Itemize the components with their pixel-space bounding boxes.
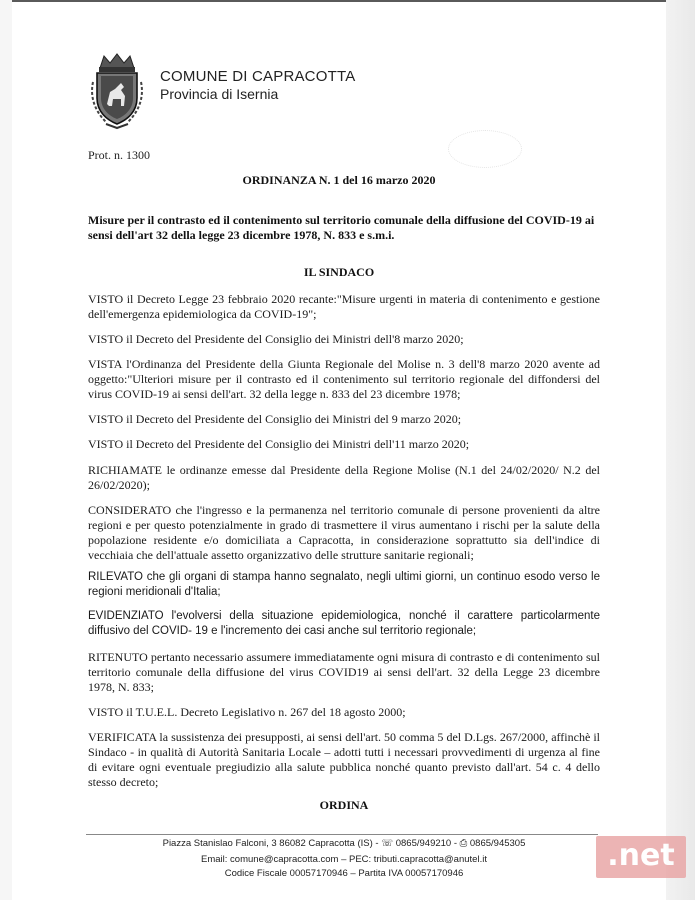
- footer-address: Piazza Stanislao Falconi, 3 86082 Capracotta (IS) - ☏ 0865/949210 - ⎙ 0865/945305: [162, 838, 526, 849]
- authority-heading: IL SINDACO: [303, 265, 375, 279]
- municipal-crest-icon: [88, 52, 146, 130]
- ordinance-subject: Misure per il contrasto ed il contenimento sul territorio comunale della diffusione del COVID-19 ai sensi dell'art 32 della legge 23 dicembre 1978, N. 833 e s.m.i.: [88, 213, 595, 242]
- faded-stamp: [448, 130, 522, 168]
- paragraph-visto-dpcm-11-marzo: VISTO il Decreto del Presidente del Consiglio dei Ministri dell'11 marzo 2020;: [88, 437, 470, 451]
- paragraph-richiamate: RICHIAMATE le ordinanze emesse dal Presidente della Regione Molise (N.1 del 24/02/2020/ N.2 del 26/02/2020);: [88, 463, 600, 492]
- paragraph-considerato: CONSIDERATO che l'ingresso e la permanenza nel territorio comunale di persone provenienti da altre regioni e per questo potenzialmente in grado di trasmettere il virus aumentano i rischi per la salute della popolazione residente e/o domiciliata a Capracotta, in considerazione soprattutto sia dell'indice di vecchiaia che dell'attuale assetto organizzativo delle strutture sanitarie regionali;: [88, 503, 600, 562]
- ordina-heading: ORDINA: [319, 798, 369, 812]
- footer-divider: [86, 834, 598, 835]
- ordinance-title: ORDINANZA N. 1 del 16 marzo 2020: [242, 173, 436, 187]
- page-edge-left: [0, 0, 12, 900]
- watermark-badge: [596, 836, 686, 878]
- province-name: Provincia di Isernia: [160, 86, 279, 102]
- municipality-name: COMUNE DI CAPRACOTTA: [160, 68, 356, 85]
- protocol-number: Prot. n. 1300: [88, 148, 151, 162]
- footer-fiscal-code: Codice Fiscale 00057170946 – Partita IVA 00057170946: [224, 868, 464, 879]
- paragraph-verificata: VERIFICATA la sussistenza dei presupposti, ai sensi dell'art. 50 comma 5 del D.Lgs. 267/2000, affinchè il Sindaco - in qualità di Autorità Sanitaria Locale – adotti tutti i necessari provvedimenti di urgenza al fine di evitare ogni eventuale pregiudizio alla salute pubblica nonché quanto previsto dall'art. 54 c. 4 dello stesso decreto;: [88, 730, 600, 789]
- paragraph-ritenuto: RITENUTO pertanto necessario assumere immediatamente ogni misura di contrasto e di contenimento sul territorio comunale della diffusione del virus COVID19 ai sensi dell'art. 32 della Legge 23 dicembre 1978, N. 833;: [88, 650, 600, 694]
- paragraph-visto-dpcm-8-marzo: VISTO il Decreto del Presidente del Consiglio dei Ministri dell'8 marzo 2020;: [88, 332, 464, 346]
- paragraph-visto-dpcm-9-marzo: VISTO il Decreto del Presidente del Consiglio dei Ministri del 9 marzo 2020;: [88, 412, 462, 426]
- footer-email: Email: comune@capracotta.com – PEC: tributi.capracotta@anutel.it: [201, 854, 487, 865]
- paragraph-rilevato: RILEVATO che gli organi di stampa hanno segnalato, negli ultimi giorni, un continuo esodo verso le regioni meridionali d'Italia;: [88, 571, 600, 598]
- paragraph-evidenziato: EVIDENZIATO l'evolversi della situazione epidemiologica, nonché il carattere particolarmente diffusivo del COVID- 19 e l'incremento dei casi anche sul territorio regionale;: [88, 610, 600, 637]
- page-edge-right: [666, 0, 695, 900]
- paragraph-vista-ordinanza-regionale: VISTA l'Ordinanza del Presidente della Giunta Regionale del Molise n. 3 dell'8 marzo 2020 avente ad oggetto:"Ulteriori misure per il contrasto ed il contenimento sul territorio regionale del diffondersi del virus COVID-19 ai sensi dell'art. 32 della legge n. 833 del 23 dicembre 1978;: [88, 357, 600, 401]
- watermark-text: .net: [607, 838, 675, 873]
- paragraph-visto-tuel: VISTO il T.U.E.L. Decreto Legislativo n. 267 del 18 agosto 2000;: [88, 705, 406, 719]
- paragraph-visto-decreto-legge: VISTO il Decreto Legge 23 febbraio 2020 recante:"Misure urgenti in materia di contenimento e gestione dell'emergenza epidemiologica da COVID-19";: [88, 292, 600, 321]
